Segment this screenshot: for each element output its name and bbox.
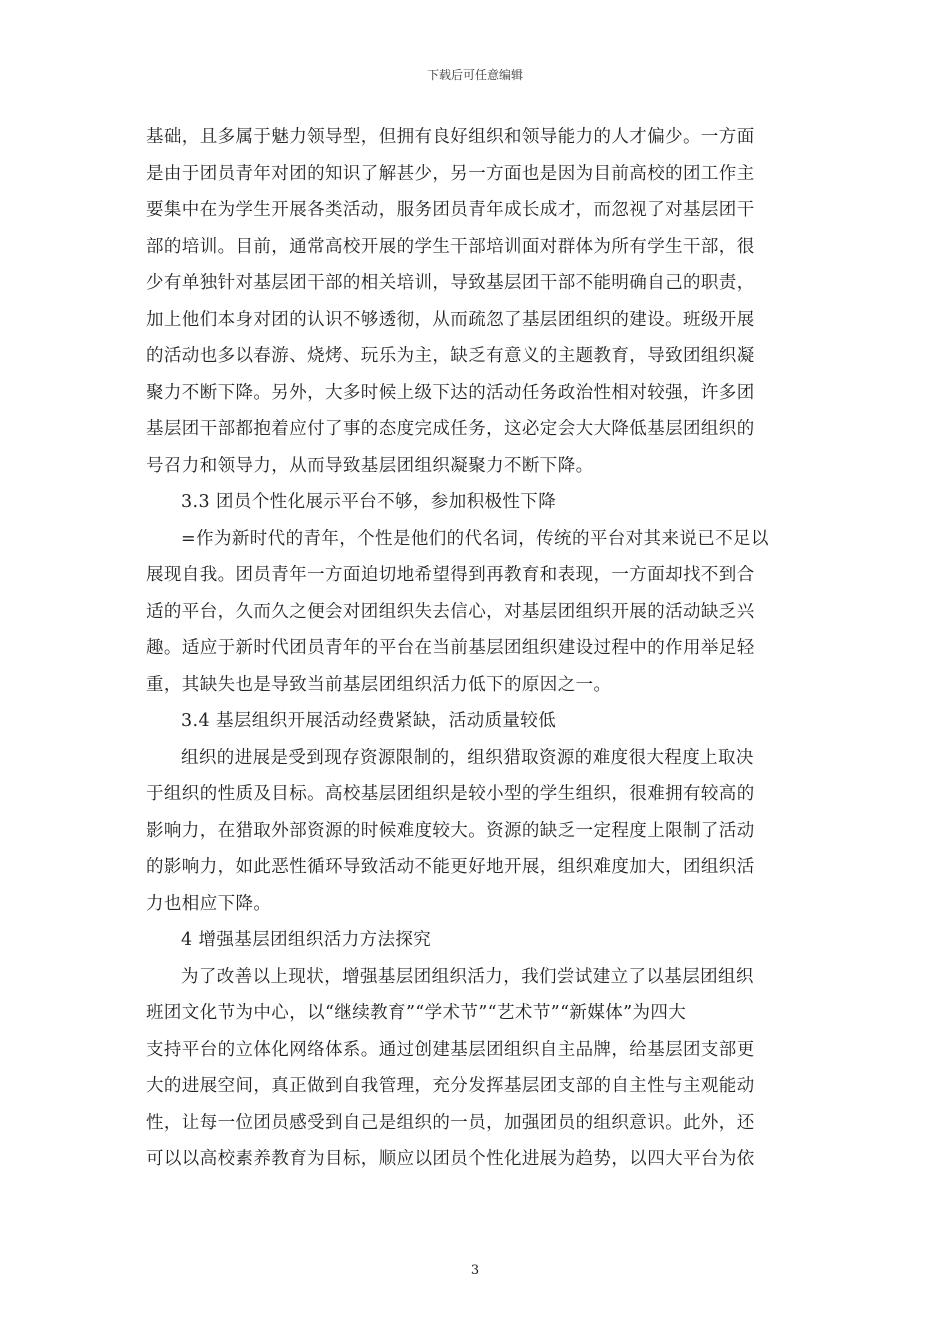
paragraph-line: 于组织的性质及目标。高校基层团组织是较小型的学生组织，很难拥有较高的	[146, 784, 755, 804]
paragraph-line: 少有单独针对基层团干部的相关培训，导致基层团干部不能明确自己的职责，	[146, 273, 755, 293]
paragraph-line: 是由于团员青年对团的知识了解甚少，另一方面也是因为目前高校的团工作主	[146, 163, 755, 184]
page-number: 3	[470, 1263, 480, 1278]
page-header: 下载后可任意编辑	[426, 68, 523, 82]
paragraph-line: 部的培训。目前，通常高校开展的学生干部培训面对群体为所有学生干部，很	[146, 236, 755, 257]
paragraph-line: 号召力和领导力，从而导致基层团组织凝聚力不断下降。	[146, 455, 594, 476]
heading-text: 4 增强基层团组织活力方法探究	[181, 930, 432, 950]
body-paragraph	[146, 521, 806, 704]
section-heading	[146, 922, 806, 959]
paragraph-line: 的影响力，如此恶性循环导致活动不能更好地开展，组织难度加大，团组织活	[146, 857, 755, 877]
paragraph-line: 展现自我。团员青年一方面迫切地希望得到再教育和表现，一方面却找不到合	[146, 565, 755, 585]
paragraph-line: 基层团干部都抱着应付了事的态度完成任务，这必定会大大降低基层团组织的	[146, 419, 755, 439]
paragraph-line: 适的平台，久而久之便会对团组织失去信心，对基层团组织开展的活动缺乏兴	[146, 601, 755, 622]
document-body	[146, 119, 806, 1178]
paragraph-line: 力也相应下降。	[146, 893, 272, 914]
body-paragraph	[146, 119, 806, 484]
paragraph-line: 为了改善以上现状，增强基层团组织活力，我们尝试建立了以基层团组织	[181, 966, 754, 987]
paragraph-line: 聚力不断下降。另外，大多时候上级下达的活动任务政治性相对较强，许多团	[146, 382, 755, 403]
paragraph-line: 组织的进展是受到现存资源限制的，组织猎取资源的难度很大程度上取决	[181, 747, 754, 768]
paragraph-line: 重，其缺失也是导致当前基层团组织活力低下的原因之一。	[146, 674, 612, 695]
paragraph-line: 影响力，在猎取外部资源的时候难度较大。资源的缺乏一定程度上限制了活动	[146, 820, 755, 841]
heading-text: 3.4 基层组织开展活动经费紧缺，活动质量较低	[181, 711, 557, 731]
paragraph-line: =作为新时代的青年，个性是他们的代名词，传统的平台对其来说已不足以	[181, 528, 769, 549]
paragraph-line: 趣。适应于新时代团员青年的平台在当前基层团组织建设过程中的作用举足轻	[146, 638, 755, 658]
paragraph-line: 加上他们本身对团的认识不够透彻，从而疏忽了基层团组织的建设。班级开展	[146, 309, 755, 330]
section-heading	[146, 484, 806, 521]
paragraph-line: 要集中在为学生开展各类活动，服务团员青年成长成才，而忽视了对基层团干	[146, 200, 755, 220]
body-paragraph	[146, 740, 806, 923]
paragraph-line: 可以以高校素养教育为目标，顺应以团员个性化进展为趋势，以四大平台为依	[146, 1149, 755, 1169]
section-heading	[146, 703, 806, 740]
paragraph-line: 大的进展空间，真正做到自我管理，充分发挥基层团支部的自主性与主观能动	[146, 1076, 755, 1096]
body-paragraph	[146, 959, 806, 1178]
paragraph-line: 支持平台的立体化网络体系。通过创建基层团组织自主品牌，给基层团支部更	[146, 1039, 755, 1060]
paragraph-line: 班团文化节为中心，以“继续教育”“学术节”“艺术节”“新媒体”为四大	[146, 1003, 687, 1023]
paragraph-line: 基础，且多属于魅力领导型，但拥有良好组织和领导能力的人才偏少。一方面	[146, 127, 755, 147]
paragraph-line: 性，让每一位团员感受到自己是组织的一员，加强团员的组织意识。此外，还	[146, 1112, 755, 1133]
paragraph-line: 的活动也多以春游、烧烤、玩乐为主，缺乏有意义的主题教育，导致团组织凝	[146, 346, 755, 366]
heading-text: 3.3 团员个性化展示平台不够，参加积极性下降	[181, 492, 557, 512]
